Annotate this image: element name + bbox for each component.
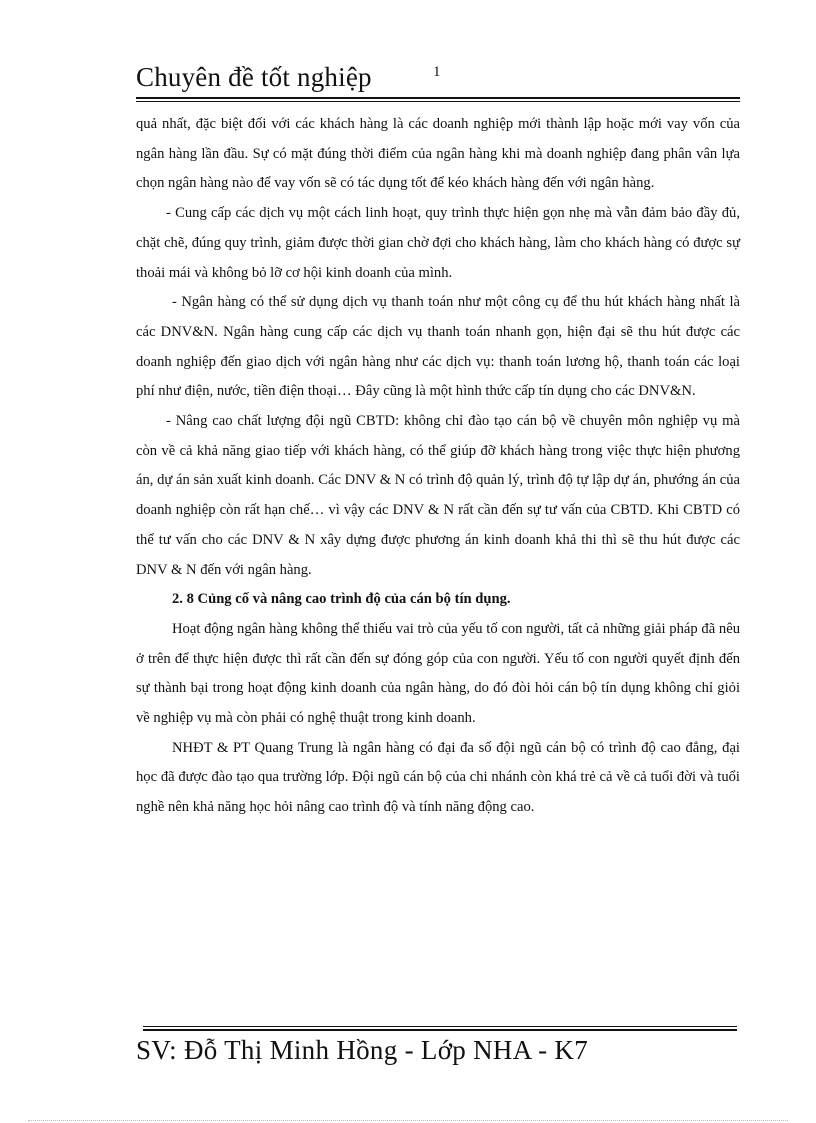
paragraph-quang-trung-staff: NHĐT & PT Quang Trung là ngân hàng có đại đa số đội ngũ cán bộ có trình độ cao đẳng, đại học đã được đào tạo qua trường lớp. Đội ngũ cán bộ của chi nhánh còn khá trẻ cả về cả tuổi đời và tuổi nghề nên khả năng học hỏi nâng cao trình độ và tính năng động cao. <box>136 739 740 816</box>
footer-rule-thick <box>143 1029 737 1031</box>
footer-rule-thin <box>143 1026 737 1027</box>
paragraph-payment-services: - Ngân hàng có thể sử dụng dịch vụ thanh toán như một công cụ để thu hút khách hàng nhất là các DNV&N. Ngân hàng cung cấp các dịch vụ thanh toán nhanh gọn, hiện đại sẽ thu hút được các doanh nghiệp đến giao dịch với ngân hàng như các dịch vụ: thanh toán lương hộ, thanh toán các loại phí như điện, nước, tiền điện thoại… Đây cũng là một hình thức cấp tín dụng cho các DNV&N. <box>136 294 740 400</box>
page-footer-author: SV: Đỗ Thị Minh Hồng - Lớp NHA - K7 <box>136 1035 589 1065</box>
page-header-title: Chuyên đề tốt nghiệp <box>136 62 372 92</box>
document-body <box>136 110 740 823</box>
header-rule-thick <box>136 97 740 99</box>
paragraph-continuation: quả nhất, đặc biệt đối với các khách hàng là các doanh nghiệp mới thành lập hoặc mới vay vốn của ngân hàng lần đầu. Sự có mặt đúng thời điểm của ngân hàng khi mà doanh nghiệp đang phân vân lựa chọn ngân hàng nào để vay vốn sẽ có tác dụng tốt để kéo khách hàng đến với ngân hàng. <box>136 116 740 192</box>
paragraph-staff-quality: - Nâng cao chất lượng đội ngũ CBTD: không chỉ đào tạo cán bộ về chuyên môn nghiệp vụ mà còn về cả khả năng giao tiếp với khách hàng, có thể giúp đỡ khách hàng trong việc thực hiện phương án, dự án sản xuất kinh doanh. Các DNV & N có trình độ quản lý, trình độ tự lập dự án, phướng án của doanh nghiệp còn rất hạn chế… vì vậy các DNV & N rất cần đến sự tư vấn của CBTD. Khi CBTD có thể tư vấn cho các DNV & N xây dựng được phương án kinh doanh khả thi thì sẽ thu hút được các DNV & N đến với ngân hàng. <box>136 413 740 578</box>
paragraph-flexible-services: - Cung cấp các dịch vụ một cách linh hoạt, quy trình thực hiện gọn nhẹ mà vẫn đảm bảo đầy đủ, chặt chẽ, đúng quy trình, giảm được thời gian chờ đợi cho khách hàng, làm cho khách hàng có được sự thoải mái và không bỏ lỡ cơ hội kinh doanh của mình. <box>136 205 740 281</box>
paragraph-human-factor: Hoạt động ngân hàng không thể thiếu vai trò của yếu tố con người, tất cả những giải pháp đã nêu ở trên để thực hiện được thì rất cần đến sự đóng góp của con người. Yếu tố con người quyết định đến sự thành bại trong hoạt động kinh doanh của ngân hàng, do đó đòi hỏi cán bộ tín dụng không chỉ giỏi về nghiệp vụ mà còn phải có nghệ thuật trong kinh doanh. <box>136 620 740 727</box>
page-number: 1 <box>433 64 441 80</box>
header-rule-thin <box>136 101 740 102</box>
section-heading: 2. 8 Củng cố và nâng cao trình độ của cán bộ tín dụng. <box>172 591 511 608</box>
page-bottom-border <box>28 1120 788 1121</box>
